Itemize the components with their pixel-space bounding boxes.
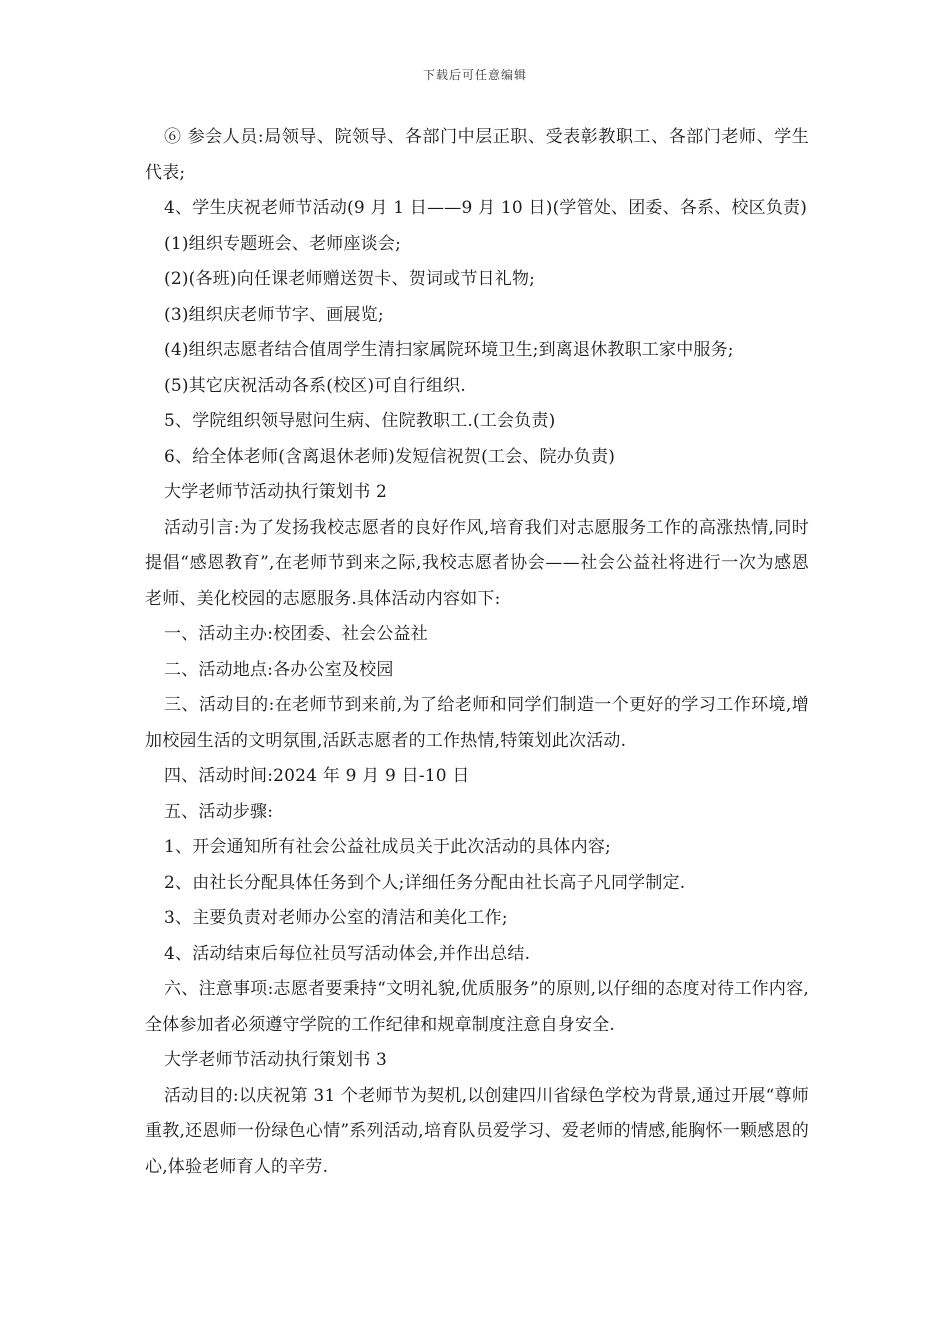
paragraph-item-4: (4)组织志愿者结合值周学生清扫家属院环境卫生;到离退休教职工家中服务; bbox=[164, 340, 734, 360]
paragraph-section-6: 6、给全体老师(含离退休老师)发短信祝贺(工会、院办负责) bbox=[164, 446, 616, 467]
paragraph-location: 二、活动地点:各办公室及校园 bbox=[164, 659, 394, 680]
paragraph-step-1: 1、开会通知所有社会公益社成员关于此次活动的具体内容; bbox=[164, 837, 611, 857]
paragraph-step-4: 4、活动结束后每位社员写活动体会,并作出总结. bbox=[164, 943, 531, 964]
paragraph-purpose: 三、活动目的:在老师节到来前,为了给老师和同学们制造一个更好的学习工作环境,增加校园生活的文明氛围,活跃志愿者的工作热情,特策划此次活动. bbox=[145, 695, 809, 751]
paragraph-organizer: 一、活动主办:校团委、社会公益社 bbox=[164, 624, 428, 644]
paragraph-step-2: 2、由社长分配具体任务到个人;详细任务分配由社长高子凡同学制定. bbox=[164, 872, 686, 893]
paragraph-item-1: (1)组织专题班会、老师座谈会; bbox=[164, 233, 402, 254]
paragraph-notes: 六、注意事项:志愿者要秉持“文明礼貌,优质服务”的原则,以仔细的态度对待工作内容,全体参加者必须遵守学院的工作纪律和规章制度注意自身安全. bbox=[145, 979, 809, 1035]
paragraph-steps-heading: 五、活动步骤: bbox=[164, 801, 274, 822]
paragraph-time: 四、活动时间:2024 年 9 月 9 日-10 日 bbox=[164, 766, 470, 786]
paragraph-intro: 活动引言:为了发扬我校志愿者的良好作风,培育我们对志愿服务工作的高涨热情,同时提倡“感恩教育”,在老师节到来之际,我校志愿者协会——社会公益社将进行一次为感恩老师、美化校园的志愿服务.具体活动内容如下: bbox=[145, 517, 809, 609]
page-header: 下载后可任意编辑 bbox=[422, 68, 527, 82]
paragraph-item-5: (5)其它庆祝活动各系(校区)可自行组织. bbox=[164, 375, 466, 396]
section-heading-plan-3: 大学老师节活动执行策划书 3 bbox=[164, 1050, 388, 1070]
paragraph-section-5: 5、学院组织领导慰问生病、住院教职工.(工会负责) bbox=[164, 411, 556, 431]
paragraph-step-3: 3、主要负责对老师办公室的清洁和美化工作; bbox=[164, 908, 508, 928]
paragraph-plan-3-purpose: 活动目的:以庆祝第 31 个老师节为契机,以创建四川省绿色学校为背景,通过开展“尊师重教,还恩师一份绿色心情”系列活动,培育队员爱学习、爱老师的情感,能胸怀一颗感恩的心,体验老师育人的辛劳. bbox=[145, 1085, 809, 1177]
document-body bbox=[145, 120, 809, 1185]
paragraph-attendees: ⑥ 参会人员:局领导、院领导、各部门中层正职、受表彰教职工、各部门老师、学生代表; bbox=[145, 127, 809, 183]
paragraph-student-celebration: 4、学生庆祝老师节活动(9 月 1 日——9 月 10 日)(学管处、团委、各系、校区负责) bbox=[164, 198, 808, 218]
section-heading-plan-2: 大学老师节活动执行策划书 2 bbox=[164, 482, 388, 502]
paragraph-item-3: (3)组织庆老师节字、画展览; bbox=[164, 304, 384, 325]
paragraph-item-2: (2)(各班)向任课老师赠送贺卡、贺词或节日礼物; bbox=[164, 269, 536, 289]
